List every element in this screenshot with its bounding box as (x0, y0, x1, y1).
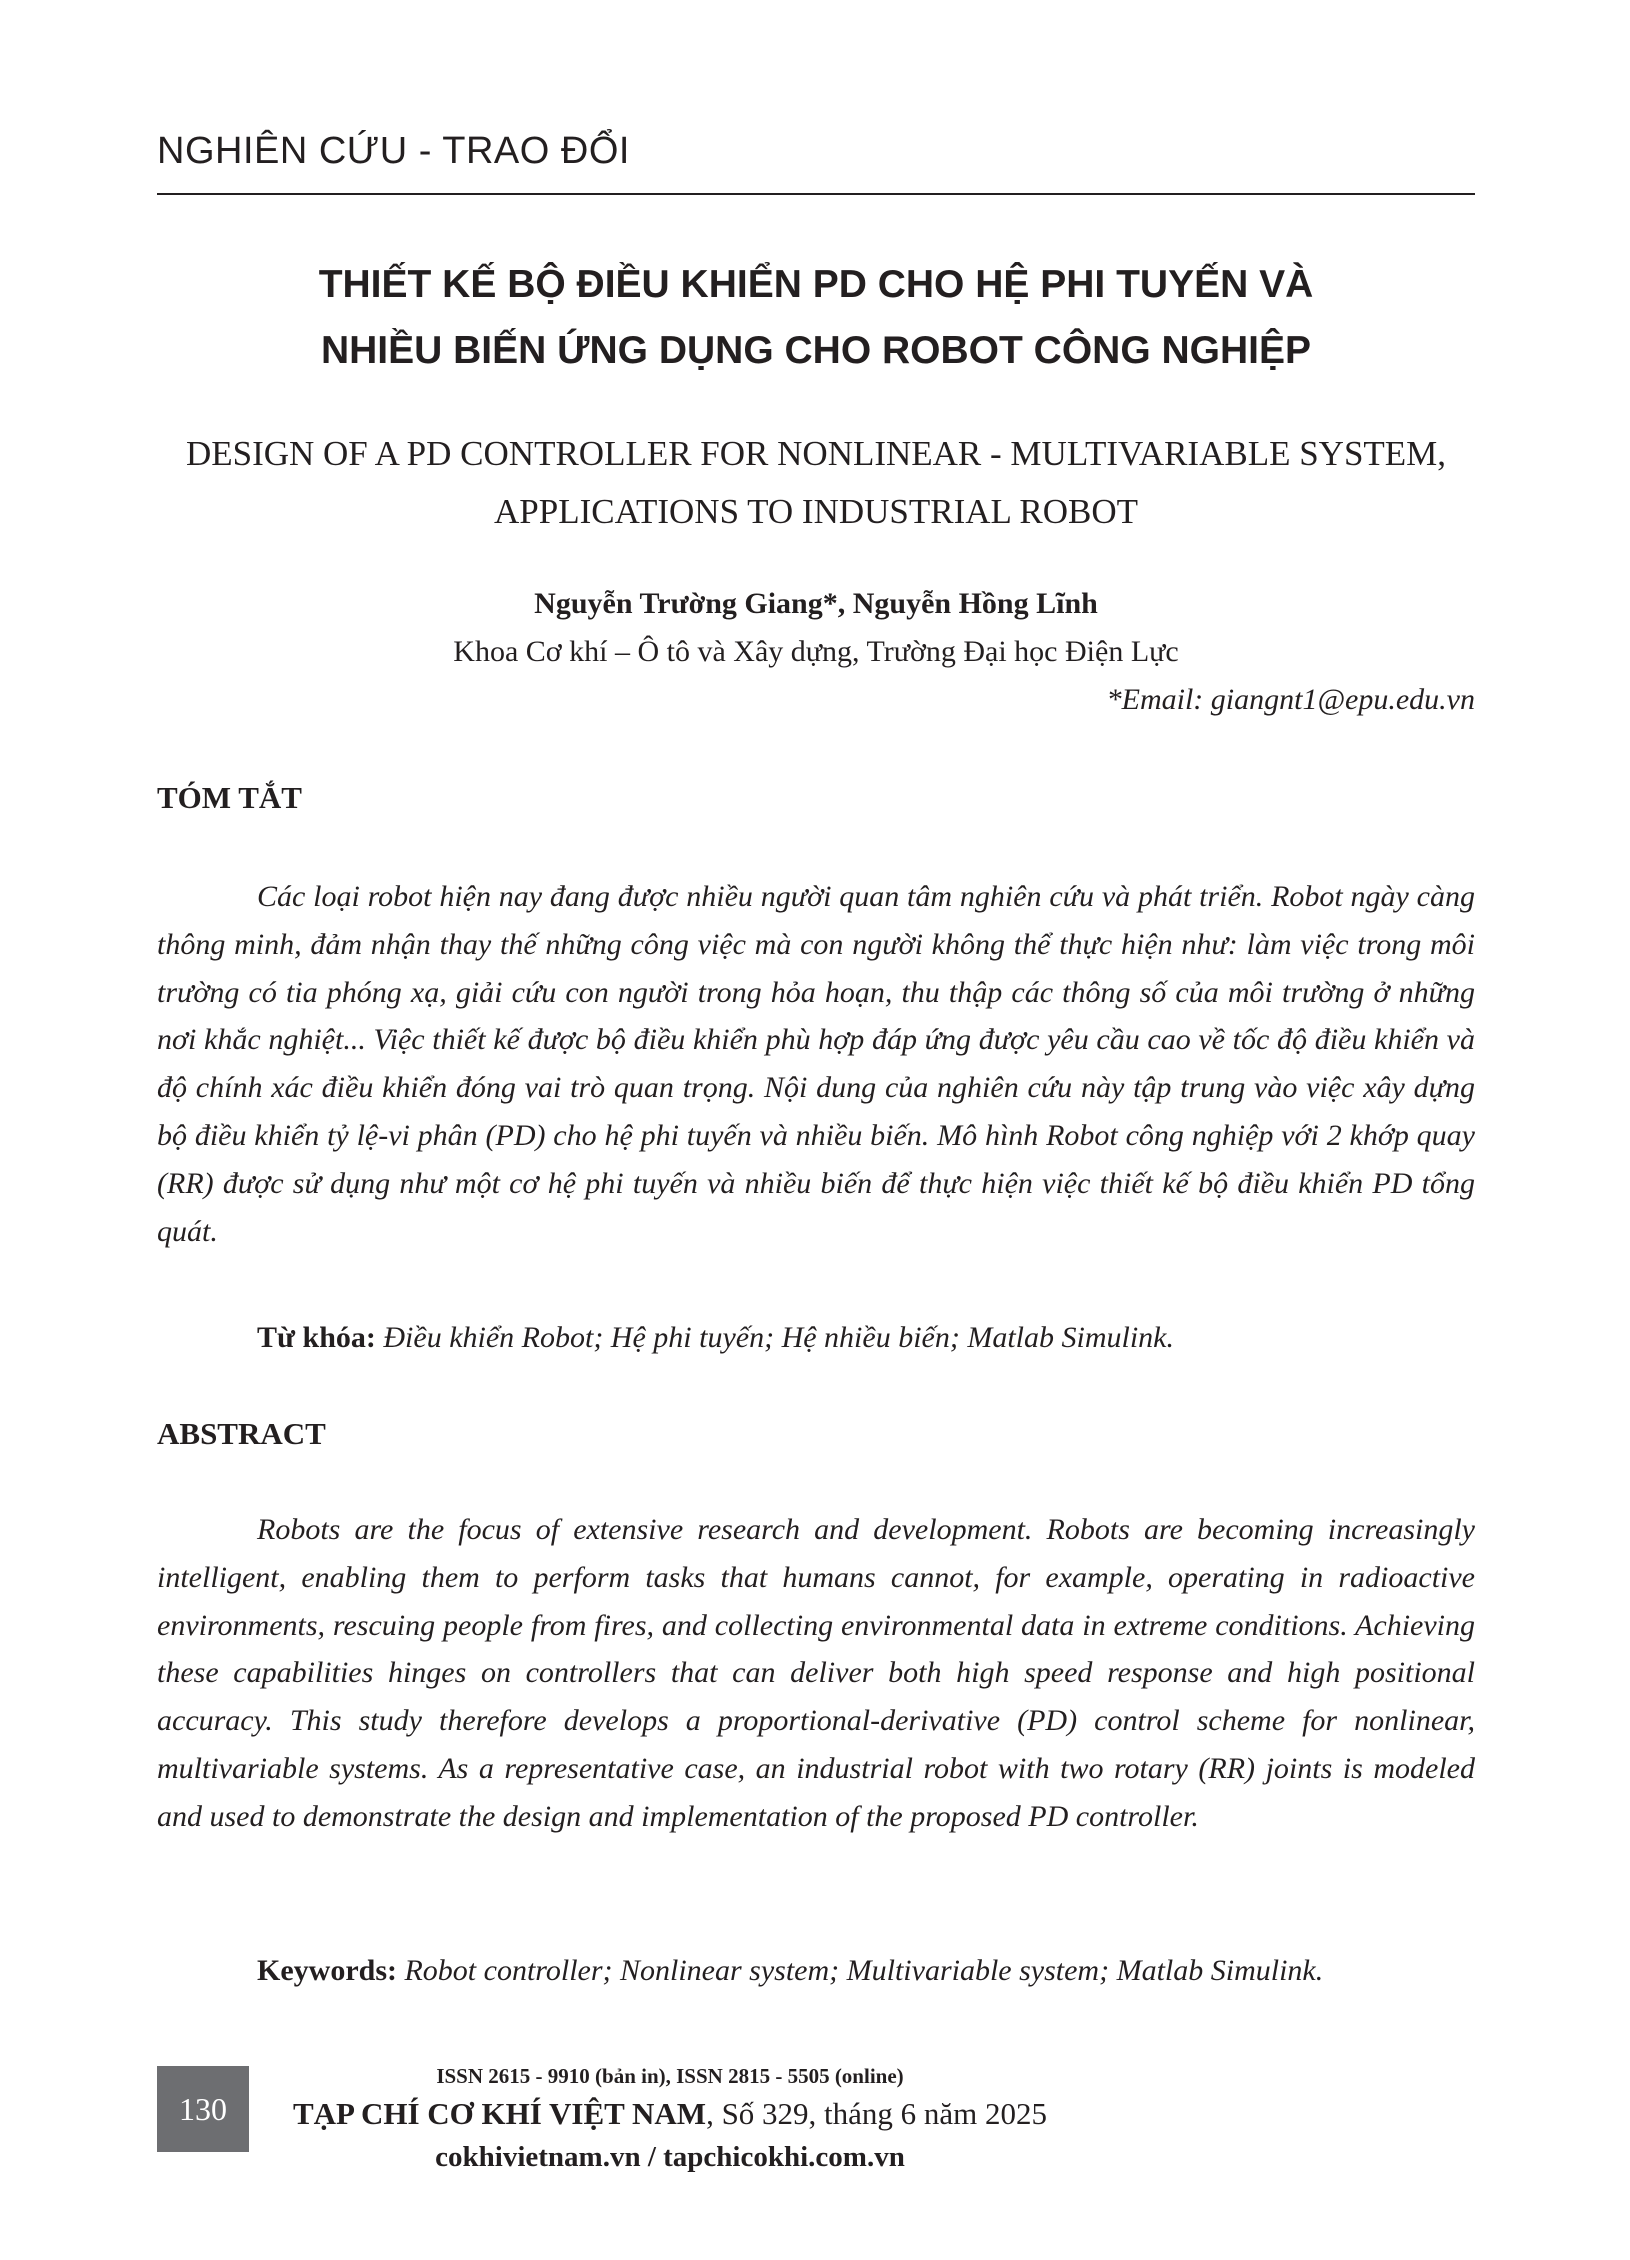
abstract-body: Robots are the focus of extensive research and development. Robots are becoming increasingly intelligent, enabling them to perform tasks that humans cannot, for example, operating in radioactive environments, rescuing people from fires, and collecting environmental data in extreme conditions. Achieving these capabilities hinges on controllers that can deliver both high speed response and high positional accuracy. This study therefore develops a proportional-derivative (PD) control scheme for nonlinear, multivariable systems. As a representative case, an industrial robot with two rotary (RR) joints is modeled and used to demonstrate the design and implementation of the proposed PD controller. (157, 1513, 1475, 1833)
abstract-keywords-label: Keywords: (257, 1954, 397, 1987)
tom-tat-keywords-label: Từ khóa: (257, 1321, 376, 1354)
tom-tat-keywords (257, 1318, 1475, 1358)
title-vi-line2: NHIỀU BIẾN ỨNG DỤNG CHO ROBOT CÔNG NGHIỆP (320, 329, 1312, 372)
journal-name: TẠP CHÍ CƠ KHÍ VIỆT NAM (292, 2096, 707, 2131)
tom-tat-heading: TÓM TẮT (157, 780, 302, 815)
abstract-keywords-text: Robot controller; Nonlinear system; Multivariable system; Matlab Simulink. (404, 1954, 1324, 1987)
email: *Email: giangnt1@epu.edu.vn (1106, 683, 1475, 716)
page-number: 130 (157, 2066, 249, 2152)
journal-issue: , Số 329, tháng 6 năm 2025 (706, 2096, 1048, 2131)
header-divider (157, 193, 1475, 195)
title-vi-line1: THIẾT KẾ BỘ ĐIỀU KHIỂN PD CHO HỆ PHI TUYẾN VÀ (318, 263, 1314, 306)
footer-journal (275, 2094, 1065, 2134)
tom-tat-body: Các loại robot hiện nay đang được nhiều người quan tâm nghiên cứu và phát triển. Robot ngày càng thông minh, đảm nhận thay thế những công việc mà con người không thể thực hiện như: làm việc trong môi trường có tia phóng xạ, giải cứu con người trong hỏa hoạn, thu thập các thông số của môi trường ở những nơi khắc nghiệt... Việc thiết kế được bộ điều khiển phù hợp đáp ứng được yêu cầu cao về tốc độ điều khiển và độ chính xác điều khiển đóng vai trò quan trọng. Nội dung của nghiên cứu này tập trung vào việc xây dựng bộ điều khiển tỷ lệ-vi phân (PD) cho hệ phi tuyến và nhiều biến. Mô hình Robot công nghiệp với 2 khớp quay (RR) được sử dụng như một cơ hệ phi tuyến và nhiều biến để thực hiện việc thiết kế bộ điều khiển PD tổng quát. (157, 880, 1475, 1248)
abstract-heading: ABSTRACT (157, 1416, 326, 1451)
section-header: NGHIÊN CỨU - TRAO ĐỔI (157, 130, 630, 172)
title-en-line2: APPLICATIONS TO INDUSTRIAL ROBOT (494, 492, 1138, 531)
abstract-keywords (257, 1951, 1475, 1991)
footer-issn: ISSN 2615 - 9910 (bản in), ISSN 2815 - 5505 (online) (436, 2064, 904, 2088)
affiliation: Khoa Cơ khí – Ô tô và Xây dựng, Trường Đại học Điện Lực (453, 635, 1179, 668)
authors: Nguyễn Trường Giang*, Nguyễn Hồng Lĩnh (534, 587, 1098, 620)
tom-tat-keywords-text: Điều khiển Robot; Hệ phi tuyến; Hệ nhiều biến; Matlab Simulink. (383, 1321, 1174, 1354)
footer-website: cokhivietnam.vn / tapchicokhi.com.vn (435, 2141, 905, 2173)
title-en-line1: DESIGN OF A PD CONTROLLER FOR NONLINEAR - MULTIVARIABLE SYSTEM, (185, 434, 1447, 473)
